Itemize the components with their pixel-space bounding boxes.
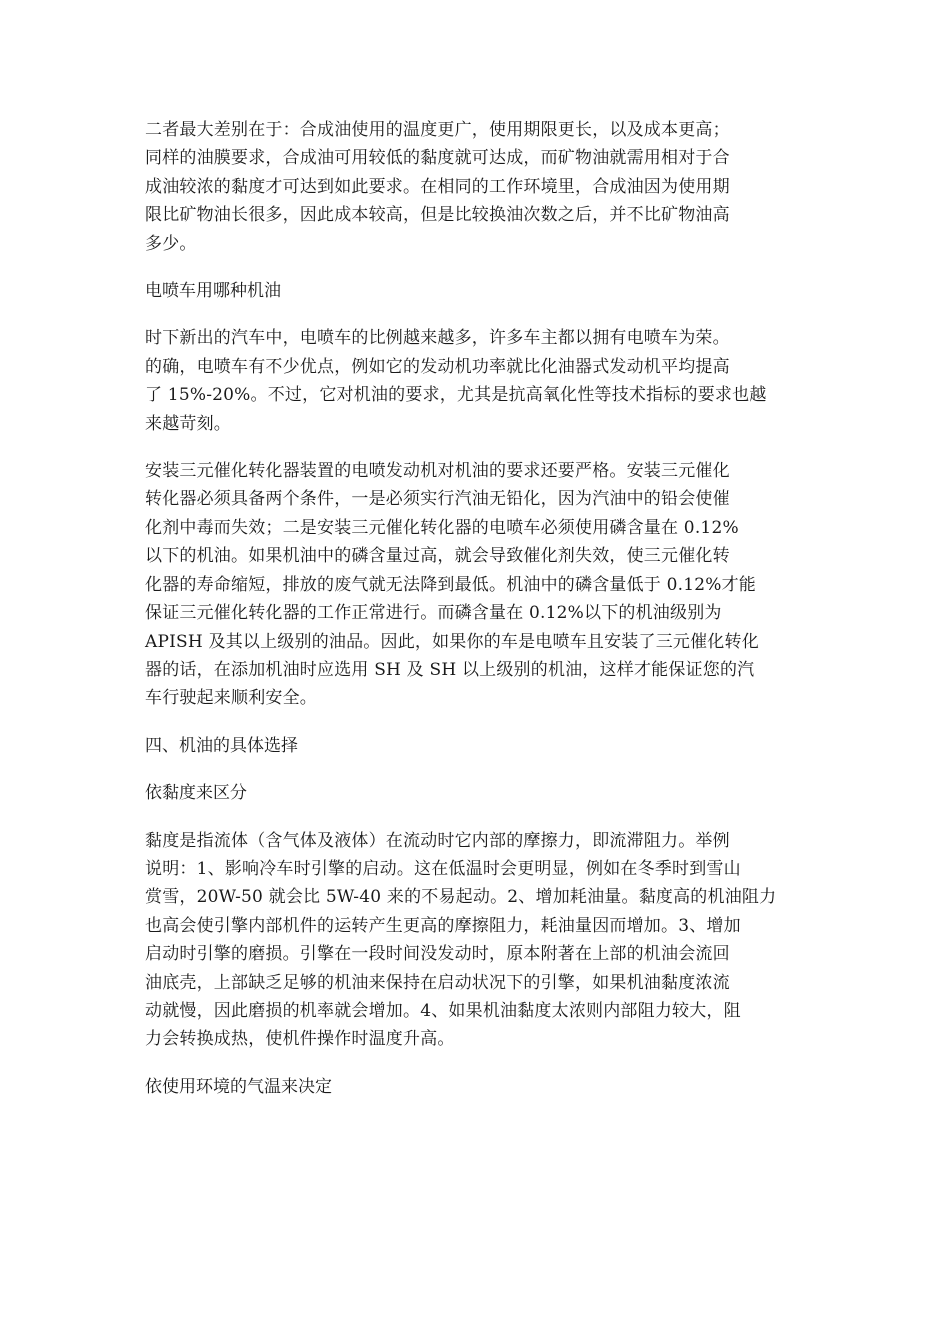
text-line: 化剂中毒而失效；二是安装三元催化转化器的电喷车必须使用磷含量在 0.12% <box>145 517 739 538</box>
text-line: 成油较浓的黏度才可达到如此要求。在相同的工作环境里，合成油因为使用期 <box>145 176 730 197</box>
paragraph-catalytic-converter <box>145 457 809 713</box>
text-line: 保证三元催化转化器的工作正常进行。而磷含量在 0.12%以下的机油级别为 <box>145 603 722 624</box>
paragraph-viscosity <box>145 827 809 1054</box>
text-line: 油底壳，上部缺乏足够的机油来保持在启动状况下的引擎，如果机油黏度浓流 <box>145 972 730 993</box>
text-line: 时下新出的汽车中，电喷车的比例越来越多，许多车主都以拥有电喷车为荣。 <box>145 328 730 349</box>
text-line: 动就慢，因此磨损的机率就会增加。4、如果机油黏度太浓则内部阻力较大，阻 <box>145 1000 741 1021</box>
text-line: 同样的油膜要求，合成油可用较低的黏度就可达成，而矿物油就需用相对于合 <box>145 148 730 169</box>
text-line: 安装三元催化转化器装置的电喷发动机对机油的要求还要严格。安装三元催化 <box>145 461 730 482</box>
text-line: 器的话，在添加机油时应选用 SH 及 SH 以上级别的机油，这样才能保证您的汽 <box>145 659 755 680</box>
text-line: 说明：1、影响冷车时引擎的启动。这在低温时会更明显，例如在冬季时到雪山 <box>145 858 741 879</box>
text-line: 以下的机油。如果机油中的磷含量过高，就会导致催化剂失效，使三元催化转 <box>145 546 730 567</box>
paragraph-synthetic-vs-mineral <box>145 116 809 258</box>
text-line: 了 15%-20%。不过，它对机油的要求，尤其是抗高氧化性等技术指标的要求也越 <box>145 385 767 406</box>
text-line: APISH 及其以上级别的油品。因此，如果你的车是电喷车且安装了三元催化转化 <box>145 631 759 652</box>
text-line: 启动时引擎的磨损。引擎在一段时间没发动时，原本附著在上部的机油会流回 <box>145 944 730 965</box>
heading-by-temperature: 依使用环境的气温来决定 <box>145 1076 332 1097</box>
paragraph-efi-intro <box>145 324 809 438</box>
text-line: 多少。 <box>145 233 197 254</box>
heading-by-viscosity: 依黏度来区分 <box>145 783 247 804</box>
text-line: 限比矿物油长很多，因此成本较高，但是比较换油次数之后，并不比矿物油高 <box>145 205 730 226</box>
text-line: 转化器必须具备两个条件，一是必须实行汽油无铅化，因为汽油中的铅会使催 <box>145 489 730 510</box>
text-line: 赏雪，20W-50 就会比 5W-40 来的不易起动。2、增加耗油量。黏度高的机油阻力 <box>145 887 777 908</box>
text-line: 来越苛刻。 <box>145 413 231 434</box>
text-line: 黏度是指流体（含气体及液体）在流动时它内部的摩擦力，即流滞阻力。举例 <box>145 830 730 851</box>
text-line: 也高会使引擎内部机件的运转产生更高的摩擦阻力，耗油量因而增加。3、增加 <box>145 915 741 936</box>
text-line: 二者最大差别在于：合成油使用的温度更广，使用期限更长，以及成本更高； <box>145 120 730 140</box>
document-body <box>145 116 809 1120</box>
text-line: 化器的寿命缩短，排放的废气就无法降到最低。机油中的磷含量低于 0.12%才能 <box>145 574 757 595</box>
text-line: 力会转换成热，使机件操作时温度升高。 <box>145 1029 455 1050</box>
heading-efi-oil: 电喷车用哪种机油 <box>145 281 281 302</box>
text-line: 的确，电喷车有不少优点，例如它的发动机功率就比化油器式发动机平均提高 <box>145 356 730 377</box>
heading-section-four: 四、机油的具体选择 <box>145 735 298 756</box>
text-line: 车行驶起来顺利安全。 <box>145 688 317 709</box>
